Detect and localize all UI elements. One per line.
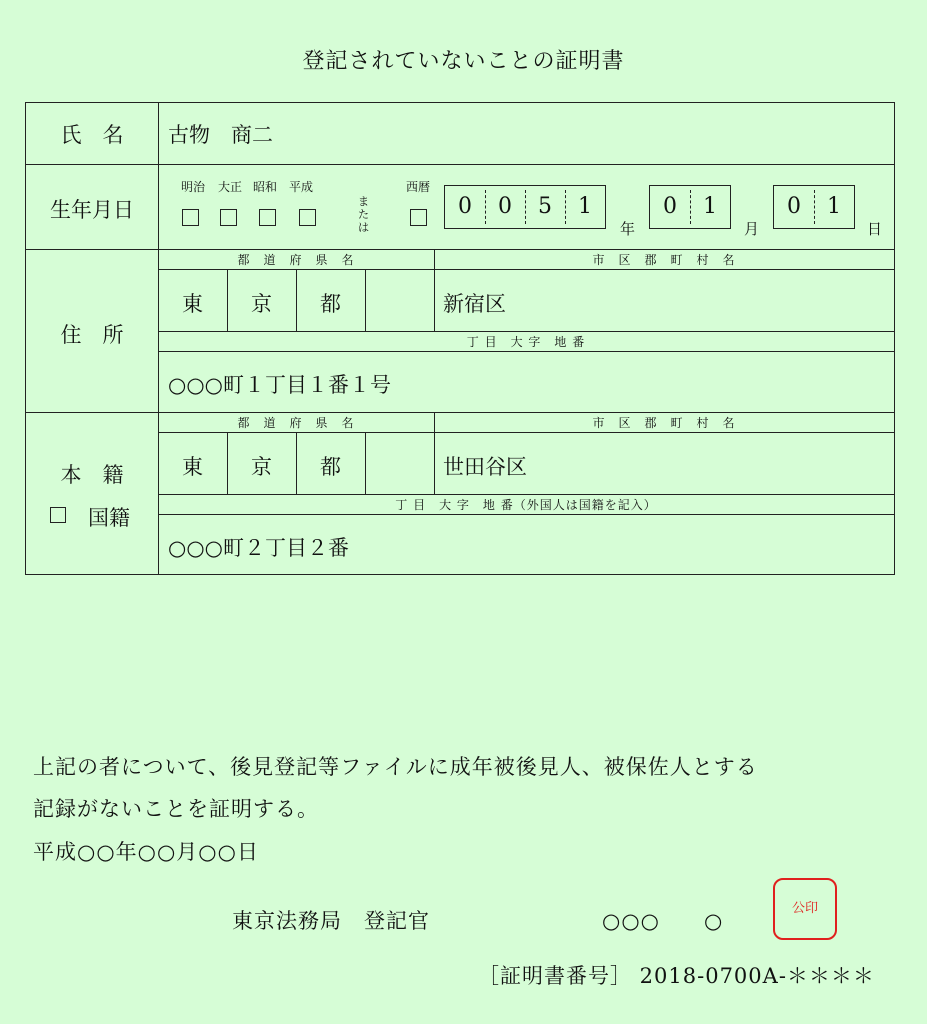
or-text: または [358,195,369,234]
pref-cell-divider [365,433,366,494]
year-box[interactable] [444,185,606,229]
honseki-pref-char: 京 [251,455,272,479]
era-taisho-checkbox[interactable] [220,209,237,226]
month-box[interactable] [649,185,731,229]
day-unit: 日 [867,220,883,238]
month-unit: 月 [744,220,760,238]
day-box[interactable] [773,185,855,229]
honseki-pref-char: 東 [182,455,203,479]
issuer-office: 東京法務局 登記官 [232,909,430,933]
day-digit: 1 [827,194,841,219]
honseki-pref-header: 都 道 府 県 名 [237,416,355,430]
address-pref-char: 東 [182,292,203,316]
issue-date: 平成○○年○○月○○日 [33,840,259,864]
nationality-checkbox[interactable] [50,507,66,523]
address-city-value: 新宿区 [443,292,506,316]
row-divider [26,412,894,413]
name-value: 古物 商二 [168,123,273,147]
address-pref-char: 都 [320,292,341,316]
address-street-header-bottom [158,351,894,352]
era-taisho-label: 大正 [218,180,243,194]
honseki-street-header-bottom [158,514,894,515]
month-digit: 1 [703,194,717,219]
address-pref-char: 京 [251,292,272,316]
address-city-header: 市 区 郡 町 村 名 [592,253,736,267]
era-meiji-label: 明治 [181,180,206,194]
official-seal: 公印 [773,878,837,940]
row-divider [26,249,894,250]
year-unit: 年 [620,220,636,238]
month-digit: 0 [663,194,677,219]
era-showa-label: 昭和 [253,180,278,194]
address-label: 住 所 [60,323,124,347]
honseki-street-header: 丁 目 大 字 地 番（外国人は国籍を記入） [395,498,657,512]
address-header-divider [158,269,894,270]
address-pref-header: 都 道 府 県 名 [237,253,355,267]
year-digit: 0 [498,194,512,219]
pref-cell-divider [365,270,366,331]
honseki-label: 本 籍 [60,463,124,487]
honseki-street-value: ○○○町２丁目２番 [168,536,349,560]
day-digit: 0 [787,194,801,219]
honseki-street-header-top [158,494,894,495]
year-digit: 5 [538,194,552,219]
seireki-label: 西暦 [406,180,431,194]
year-digit: 0 [458,194,472,219]
nationality-label: 国籍 [88,506,130,530]
era-meiji-checkbox[interactable] [182,209,199,226]
seireki-checkbox[interactable] [410,209,427,226]
row-divider [26,164,894,165]
era-heisei-label: 平成 [289,180,314,194]
honseki-header-divider [158,432,894,433]
address-street-value: ○○○町１丁目１番１号 [168,373,391,397]
era-heisei-checkbox[interactable] [299,209,316,226]
era-showa-checkbox[interactable] [259,209,276,226]
year-digit: 1 [578,194,592,219]
certificate-number: ［証明書番号］ 2018-0700A-＊＊＊＊ [478,964,875,988]
honseki-pref-char: 都 [320,455,341,479]
name-label: 氏 名 [60,123,124,147]
honseki-city-value: 世田谷区 [443,455,527,479]
certificate-form [25,102,895,575]
address-street-header-top [158,331,894,332]
statement-line-1: 上記の者について、後見登記等ファイルに成年被後見人、被保佐人とする [33,755,758,779]
document-title: 登記されていないことの証明書 [302,49,625,74]
officer-name: ○○○ ○ [602,909,724,933]
honseki-city-header: 市 区 郡 町 村 名 [592,416,736,430]
birth-label: 生年月日 [50,198,134,222]
statement-line-2: 記録がないことを証明する。 [33,797,319,821]
address-street-header: 丁 目 大 字 地 番 [466,335,586,349]
